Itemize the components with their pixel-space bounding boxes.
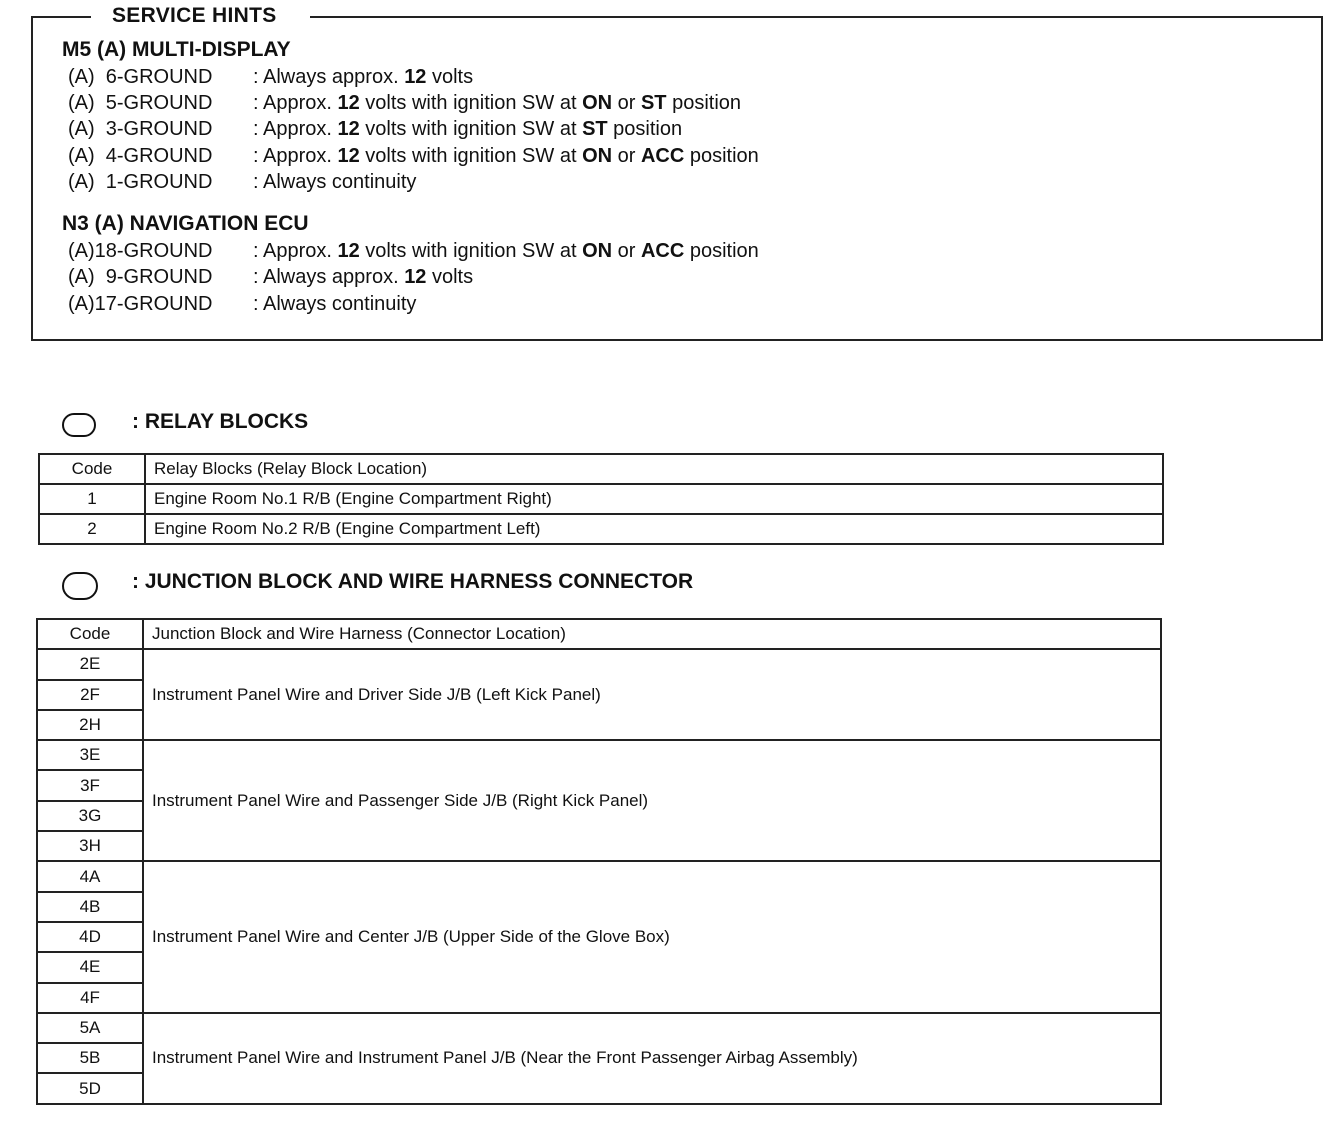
- hint-text-segment: 12: [404, 266, 427, 288]
- hint-section-title: M5 (A) MULTI-DISPLAY: [62, 38, 291, 61]
- junction-code-cell: 4E: [37, 952, 143, 982]
- junction-blocks-table: [36, 618, 1162, 1105]
- relay-blocks-title: : RELAY BLOCKS: [132, 410, 309, 433]
- junction-code-cell: 3F: [37, 770, 143, 800]
- table-header-row: [39, 454, 1163, 484]
- relay-block-symbol-icon: [62, 413, 96, 437]
- hints-box-top-border-right: [310, 16, 1323, 18]
- table-row: [37, 861, 1161, 891]
- hint-section-title: N3 (A) NAVIGATION ECU: [62, 212, 309, 235]
- hint-text-segment: ACC: [640, 145, 685, 167]
- hint-text-segment: or: [612, 145, 641, 167]
- column-header-code: Code: [37, 619, 143, 649]
- hint-line: [68, 118, 682, 141]
- junction-code-cell: 2F: [37, 680, 143, 710]
- hint-pin-label: (A) 1-GROUND: [68, 171, 213, 193]
- hint-line: [68, 66, 473, 89]
- junction-code-cell: 4F: [37, 983, 143, 1013]
- relay-blocks-table: [38, 453, 1164, 545]
- hint-pin-label: (A)17-GROUND: [68, 293, 213, 315]
- hint-text-segment: 12: [404, 66, 427, 88]
- hint-text-segment: : Always continuity: [253, 171, 417, 193]
- hint-text-segment: volts with ignition SW at: [359, 118, 583, 140]
- hint-text-segment: volts with ignition SW at: [359, 240, 583, 262]
- hint-text-segment: position: [684, 145, 759, 167]
- junction-location-cell: Instrument Panel Wire and Passenger Side J/B (Right Kick Panel): [143, 740, 1161, 861]
- relay-code-cell: 1: [39, 484, 145, 514]
- junction-code-cell: 2H: [37, 710, 143, 740]
- table-row: [37, 1013, 1161, 1043]
- hint-text-segment: : Approx.: [253, 92, 338, 114]
- junction-code-cell: 2E: [37, 649, 143, 679]
- hints-box-top-border-left: [31, 16, 91, 18]
- hint-text-segment: or: [612, 240, 641, 262]
- hint-text-segment: 12: [337, 145, 360, 167]
- hint-text-segment: : Always continuity: [253, 293, 417, 315]
- hint-text-segment: 12: [337, 118, 360, 140]
- hint-text-segment: ACC: [640, 240, 685, 262]
- junction-code-cell: 4D: [37, 922, 143, 952]
- hint-text-segment: volts with ignition SW at: [359, 145, 583, 167]
- junction-code-cell: 4A: [37, 861, 143, 891]
- relay-code-cell: 2: [39, 514, 145, 544]
- hint-text-segment: volts: [426, 266, 474, 288]
- junction-code-cell: 5D: [37, 1073, 143, 1103]
- hint-pin-label: (A) 5-GROUND: [68, 92, 213, 114]
- relay-location-cell: Engine Room No.2 R/B (Engine Compartment Left): [145, 514, 1163, 544]
- hint-text-segment: ST: [582, 118, 608, 140]
- hint-text-segment: ON: [582, 240, 613, 262]
- relay-location-cell: Engine Room No.1 R/B (Engine Compartment Right): [145, 484, 1163, 514]
- hint-text-segment: 12: [337, 240, 360, 262]
- junction-code-cell: 3E: [37, 740, 143, 770]
- hint-line: [68, 266, 473, 289]
- junction-code-cell: 4B: [37, 892, 143, 922]
- hint-line: [68, 92, 741, 115]
- hint-text-segment: 12: [337, 92, 360, 114]
- junction-code-cell: 5B: [37, 1043, 143, 1073]
- hint-text-segment: : Approx.: [253, 145, 338, 167]
- column-header-location: Junction Block and Wire Harness (Connector Location): [143, 619, 1161, 649]
- hint-text-segment: position: [684, 240, 759, 262]
- hint-text-segment: position: [666, 92, 742, 114]
- table-header-row: [37, 619, 1161, 649]
- table-row: [39, 484, 1163, 514]
- service-hints-title: SERVICE HINTS: [112, 4, 277, 27]
- hint-text-segment: : Approx.: [253, 118, 338, 140]
- hint-text-segment: position: [607, 118, 683, 140]
- table-row: [39, 514, 1163, 544]
- table-row: [37, 740, 1161, 770]
- hint-line: [68, 145, 759, 168]
- junction-block-symbol-icon: [62, 572, 98, 600]
- hint-text-segment: : Always approx.: [253, 66, 405, 88]
- junction-location-cell: Instrument Panel Wire and Instrument Panel J/B (Near the Front Passenger Airbag Assembly): [143, 1013, 1161, 1104]
- junction-blocks-title: : JUNCTION BLOCK AND WIRE HARNESS CONNECTOR: [132, 570, 694, 593]
- column-header-location: Relay Blocks (Relay Block Location): [145, 454, 1163, 484]
- junction-code-cell: 5A: [37, 1013, 143, 1043]
- hint-text-segment: : Approx.: [253, 240, 338, 262]
- hint-pin-label: (A)18-GROUND: [68, 240, 213, 262]
- hint-line: [68, 240, 759, 263]
- hint-text-segment: ON: [582, 92, 613, 114]
- junction-location-cell: Instrument Panel Wire and Driver Side J/B (Left Kick Panel): [143, 649, 1161, 740]
- hint-text-segment: ON: [582, 145, 613, 167]
- hint-text-segment: or: [612, 92, 641, 114]
- hint-text-segment: volts with ignition SW at: [359, 92, 583, 114]
- hint-line: [68, 293, 416, 316]
- hint-text-segment: ST: [640, 92, 667, 114]
- hint-pin-label: (A) 6-GROUND: [68, 66, 213, 88]
- hint-text-segment: volts: [426, 66, 474, 88]
- table-row: [37, 649, 1161, 679]
- hint-pin-label: (A) 9-GROUND: [68, 266, 213, 288]
- column-header-code: Code: [39, 454, 145, 484]
- junction-code-cell: 3H: [37, 831, 143, 861]
- junction-code-cell: 3G: [37, 801, 143, 831]
- hint-pin-label: (A) 3-GROUND: [68, 118, 213, 140]
- hint-text-segment: : Always approx.: [253, 266, 405, 288]
- hint-line: [68, 171, 416, 194]
- hint-pin-label: (A) 4-GROUND: [68, 145, 213, 167]
- junction-location-cell: Instrument Panel Wire and Center J/B (Upper Side of the Glove Box): [143, 861, 1161, 1012]
